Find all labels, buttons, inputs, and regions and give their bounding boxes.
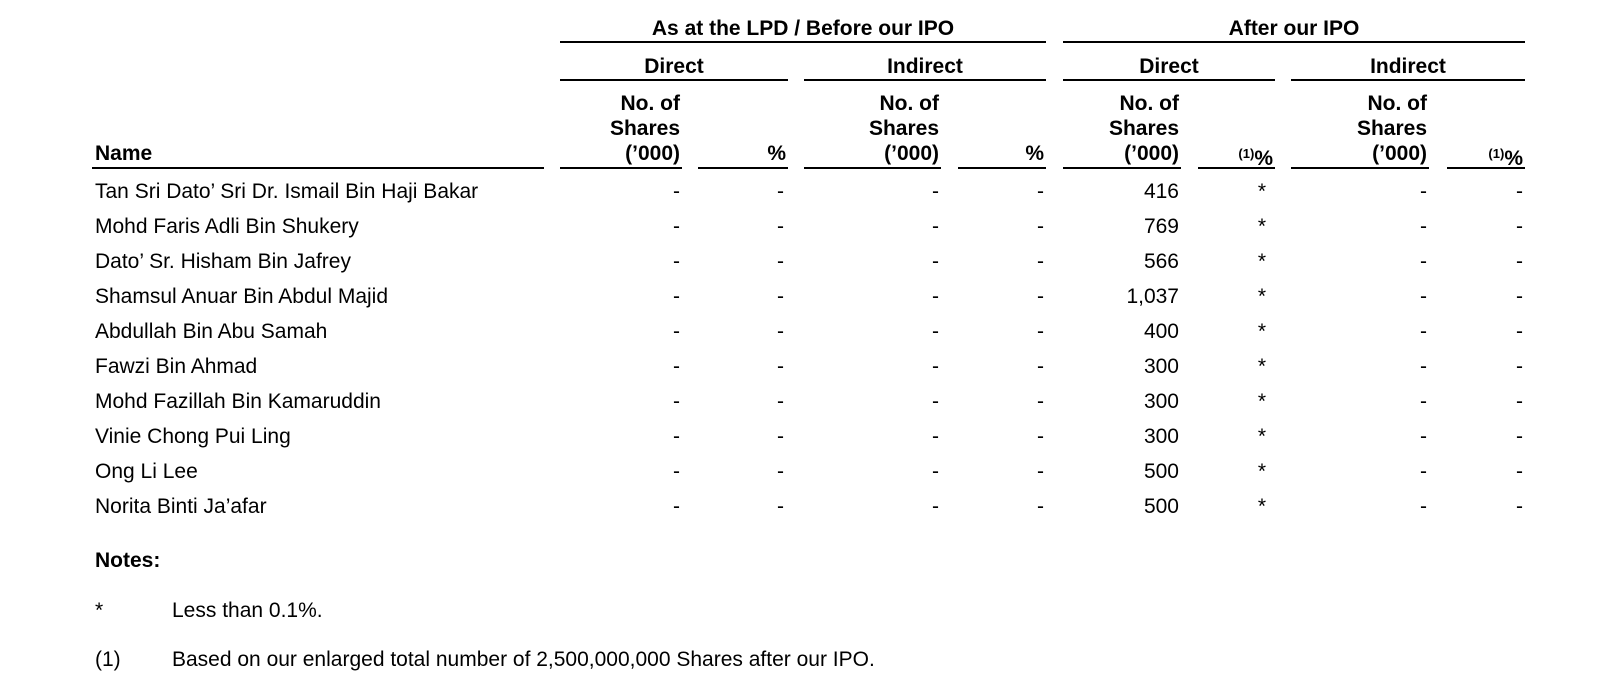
- cell-before-direct-shares: -: [673, 285, 680, 308]
- cell-before-direct-shares: -: [673, 355, 680, 378]
- column-header-shares-after-direct: No. of Shares (’000): [1108, 92, 1179, 165]
- cell-after-indirect-shares: -: [1420, 425, 1427, 448]
- cell-before-indirect-shares: -: [932, 250, 939, 273]
- row-name: Abdullah Bin Abu Samah: [95, 320, 328, 343]
- cell-before-direct-percent: -: [777, 180, 784, 203]
- cell-after-indirect-shares: -: [1420, 495, 1427, 518]
- cell-after-indirect-shares: -: [1420, 460, 1427, 483]
- group-header-after-ipo: After our IPO: [1228, 17, 1360, 40]
- cell-before-indirect-shares: -: [932, 180, 939, 203]
- cell-after-direct-percent: *: [1257, 180, 1266, 203]
- cell-before-direct-percent: -: [777, 215, 784, 238]
- cell-after-indirect-shares: -: [1420, 180, 1427, 203]
- note-marker: *: [95, 599, 104, 622]
- cell-after-direct-shares: 566: [1143, 250, 1179, 273]
- cell-after-indirect-percent: -: [1516, 180, 1523, 203]
- rule-before-direct: [560, 79, 788, 81]
- cell-after-direct-shares: 1,037: [1126, 285, 1179, 308]
- rule-shares-before-direct: [560, 167, 682, 169]
- subheader-after-direct: Direct: [1139, 55, 1199, 78]
- cell-before-direct-shares: -: [673, 495, 680, 518]
- rule-shares-before-indirect: [804, 167, 941, 169]
- cell-before-indirect-percent: -: [1037, 180, 1044, 203]
- table-row: [0, 389, 1600, 414]
- cell-after-direct-percent: *: [1257, 390, 1266, 413]
- group-header-before-ipo: As at the LPD / Before our IPO: [651, 17, 955, 40]
- cell-before-direct-shares: -: [673, 320, 680, 343]
- rule-after-ipo: [1063, 41, 1525, 43]
- note-text: Based on our enlarged total number of 2,500,000,000 Shares after our IPO.: [172, 648, 875, 671]
- rule-shares-after-direct: [1063, 167, 1181, 169]
- column-header-shares-before-direct: No. of Shares (’000): [609, 92, 680, 165]
- cell-after-direct-percent: *: [1257, 425, 1266, 448]
- cell-before-indirect-percent: -: [1037, 425, 1044, 448]
- row-name: Fawzi Bin Ahmad: [95, 355, 258, 378]
- percent-symbol: %: [1254, 147, 1273, 170]
- cell-before-direct-percent: -: [777, 355, 784, 378]
- subheader-before-indirect: Indirect: [887, 55, 963, 78]
- table-row: [0, 424, 1600, 449]
- rule-before-ipo: [560, 41, 1046, 43]
- cell-before-direct-shares: -: [673, 425, 680, 448]
- cell-before-direct-percent: -: [777, 250, 784, 273]
- cell-after-indirect-shares: -: [1420, 285, 1427, 308]
- cell-after-indirect-percent: -: [1516, 250, 1523, 273]
- column-header-percent-before-indirect: %: [1025, 142, 1044, 165]
- row-name: Shamsul Anuar Bin Abdul Majid: [95, 285, 389, 308]
- cell-after-indirect-shares: -: [1420, 320, 1427, 343]
- cell-after-indirect-percent: -: [1516, 460, 1523, 483]
- cell-before-direct-percent: -: [777, 460, 784, 483]
- row-name: Ong Li Lee: [95, 460, 198, 483]
- note-marker: (1): [95, 648, 121, 671]
- rule-before-indirect: [804, 79, 1046, 81]
- cell-after-direct-shares: 416: [1143, 180, 1179, 203]
- cell-before-indirect-percent: -: [1037, 250, 1044, 273]
- cell-after-indirect-percent: -: [1516, 355, 1523, 378]
- note-ref-1: (1): [1238, 146, 1255, 161]
- cell-before-indirect-percent: -: [1037, 390, 1044, 413]
- cell-after-direct-shares: 300: [1143, 425, 1179, 448]
- cell-after-direct-shares: 300: [1143, 355, 1179, 378]
- rule-percent-before-direct: [698, 167, 788, 169]
- cell-before-direct-percent: -: [777, 425, 784, 448]
- cell-before-direct-percent: -: [777, 495, 784, 518]
- rule-percent-before-indirect: [958, 167, 1046, 169]
- cell-before-direct-shares: -: [673, 250, 680, 273]
- row-name: Mohd Fazillah Bin Kamaruddin: [95, 390, 381, 413]
- cell-after-direct-percent: *: [1257, 460, 1266, 483]
- table-row: [0, 319, 1600, 344]
- cell-before-indirect-shares: -: [932, 285, 939, 308]
- cell-after-indirect-percent: -: [1516, 215, 1523, 238]
- cell-after-direct-shares: 769: [1143, 215, 1179, 238]
- rule-after-indirect: [1291, 79, 1525, 81]
- cell-before-direct-shares: -: [673, 460, 680, 483]
- row-name: Tan Sri Dato’ Sri Dr. Ismail Bin Haji Bakar: [95, 180, 479, 203]
- column-header-percent-before-direct: %: [767, 142, 786, 165]
- cell-after-direct-shares: 500: [1143, 495, 1179, 518]
- table-row: [0, 249, 1600, 274]
- row-name: Dato’ Sr. Hisham Bin Jafrey: [95, 250, 351, 273]
- notes-title: Notes:: [95, 549, 161, 572]
- column-header-name: Name: [95, 142, 153, 165]
- table-row: [0, 494, 1600, 519]
- cell-before-indirect-shares: -: [932, 320, 939, 343]
- cell-before-direct-shares: -: [673, 390, 680, 413]
- subheader-before-direct: Direct: [644, 55, 704, 78]
- cell-after-indirect-shares: -: [1420, 215, 1427, 238]
- cell-after-indirect-shares: -: [1420, 390, 1427, 413]
- cell-after-direct-percent: *: [1257, 320, 1266, 343]
- cell-before-indirect-shares: -: [932, 460, 939, 483]
- cell-before-indirect-shares: -: [932, 215, 939, 238]
- cell-after-direct-percent: *: [1257, 355, 1266, 378]
- cell-before-direct-percent: -: [777, 320, 784, 343]
- cell-before-indirect-percent: -: [1037, 215, 1044, 238]
- row-name: Vinie Chong Pui Ling: [95, 425, 291, 448]
- rule-name: [92, 167, 544, 169]
- table-row: [0, 179, 1600, 204]
- note-text: Less than 0.1%.: [172, 599, 323, 622]
- row-name: Mohd Faris Adli Bin Shukery: [95, 215, 359, 238]
- cell-after-direct-percent: *: [1257, 285, 1266, 308]
- cell-after-indirect-percent: -: [1516, 425, 1523, 448]
- rule-after-direct: [1063, 79, 1275, 81]
- row-name: Norita Binti Ja’afar: [95, 495, 267, 518]
- table-row: [0, 354, 1600, 379]
- cell-before-indirect-shares: -: [932, 355, 939, 378]
- table-row: [0, 459, 1600, 484]
- cell-before-indirect-percent: -: [1037, 355, 1044, 378]
- cell-before-indirect-shares: -: [932, 425, 939, 448]
- table-row: [0, 284, 1600, 309]
- cell-after-indirect-percent: -: [1516, 495, 1523, 518]
- note-ref-1: (1): [1488, 146, 1505, 161]
- cell-after-direct-shares: 500: [1143, 460, 1179, 483]
- cell-before-indirect-percent: -: [1037, 460, 1044, 483]
- cell-before-indirect-shares: -: [932, 390, 939, 413]
- rule-percent-after-indirect: [1447, 167, 1525, 169]
- cell-before-indirect-percent: -: [1037, 495, 1044, 518]
- cell-before-indirect-percent: -: [1037, 285, 1044, 308]
- column-header-shares-before-indirect: No. of Shares (’000): [868, 92, 939, 165]
- rule-shares-after-indirect: [1291, 167, 1429, 169]
- rule-percent-after-direct: [1198, 167, 1275, 169]
- subheader-after-indirect: Indirect: [1370, 55, 1446, 78]
- cell-before-direct-shares: -: [673, 215, 680, 238]
- column-header-shares-after-indirect: No. of Shares (’000): [1356, 92, 1427, 165]
- cell-before-direct-percent: -: [777, 285, 784, 308]
- cell-after-direct-percent: *: [1257, 250, 1266, 273]
- cell-after-direct-shares: 300: [1143, 390, 1179, 413]
- cell-after-direct-percent: *: [1257, 215, 1266, 238]
- cell-after-indirect-shares: -: [1420, 250, 1427, 273]
- cell-after-indirect-percent: -: [1516, 320, 1523, 343]
- percent-symbol: %: [1504, 147, 1523, 170]
- cell-after-indirect-percent: -: [1516, 285, 1523, 308]
- cell-after-direct-shares: 400: [1143, 320, 1179, 343]
- cell-after-indirect-shares: -: [1420, 355, 1427, 378]
- cell-after-direct-percent: *: [1257, 495, 1266, 518]
- cell-before-indirect-shares: -: [932, 495, 939, 518]
- cell-after-indirect-percent: -: [1516, 390, 1523, 413]
- cell-before-indirect-percent: -: [1037, 320, 1044, 343]
- cell-before-direct-percent: -: [777, 390, 784, 413]
- table-row: [0, 214, 1600, 239]
- cell-before-direct-shares: -: [673, 180, 680, 203]
